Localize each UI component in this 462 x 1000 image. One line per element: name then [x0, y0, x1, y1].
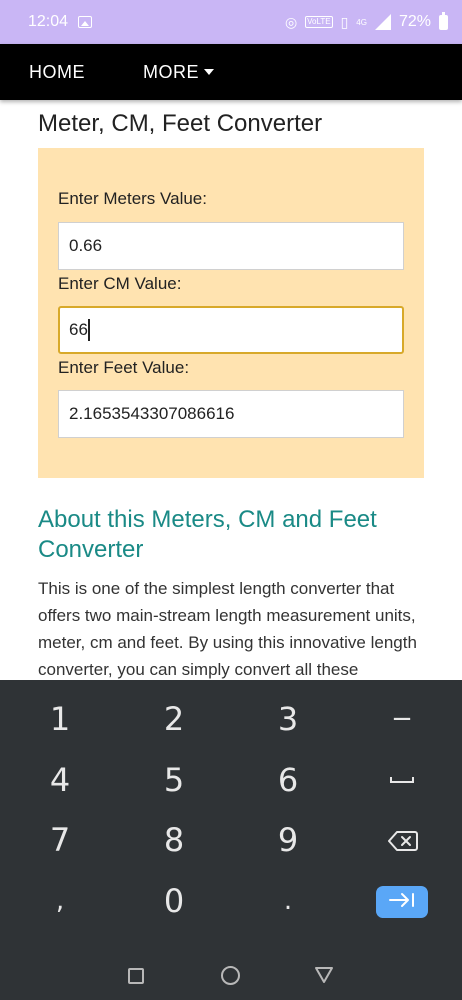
numeric-keyboard: [0, 680, 462, 1000]
status-time: 12:04: [28, 13, 69, 30]
backspace-icon: [388, 830, 416, 850]
key-3[interactable]: 3: [277, 700, 299, 738]
key-minus[interactable]: −: [391, 704, 413, 734]
feet-label: Enter Feet Value:: [58, 358, 190, 377]
tab-next-icon: [389, 891, 415, 914]
key-1[interactable]: 1: [49, 700, 71, 738]
key-backspace[interactable]: [362, 815, 442, 865]
cm-input[interactable]: [58, 306, 404, 354]
space-icon: [390, 777, 414, 783]
key-period[interactable]: .: [283, 886, 293, 916]
status-bar: [0, 0, 462, 44]
top-nav: [0, 44, 462, 100]
key-9[interactable]: 9: [277, 821, 299, 859]
vibrate-icon: ▯: [340, 13, 349, 30]
key-6[interactable]: 6: [277, 761, 299, 799]
about-heading: About this Meters, CM and Feet Converter: [38, 506, 377, 563]
recent-apps-icon[interactable]: [128, 968, 144, 984]
key-space[interactable]: [362, 755, 442, 805]
key-5[interactable]: 5: [163, 761, 185, 799]
gallery-notification-icon: [78, 16, 92, 28]
next-field-button[interactable]: [376, 886, 428, 918]
nav-more-label: MORE: [143, 61, 199, 82]
network-type: 4G: [356, 17, 367, 27]
hotspot-icon: ◎: [284, 13, 298, 30]
key-2[interactable]: 2: [163, 700, 185, 738]
volte-badge: VoLTE: [307, 17, 331, 26]
key-4[interactable]: 4: [49, 761, 71, 799]
meters-input[interactable]: [58, 222, 404, 270]
signal-icon: [375, 14, 391, 30]
converter-form: [38, 148, 424, 478]
key-8[interactable]: 8: [163, 821, 185, 859]
system-nav-bar: [0, 948, 462, 1000]
nav-home-link[interactable]: HOME: [29, 61, 85, 82]
caret-down-icon: [204, 69, 214, 75]
cm-label: Enter CM Value:: [58, 274, 182, 293]
home-circle-icon[interactable]: [221, 966, 240, 985]
battery-icon: [439, 15, 448, 30]
meters-label: Enter Meters Value:: [58, 189, 207, 208]
back-triangle-icon[interactable]: [314, 966, 334, 989]
battery-percent: 72%: [398, 13, 431, 30]
status-icons: [285, 13, 448, 31]
page-title: Meter, CM, Feet Converter: [38, 110, 323, 137]
key-7[interactable]: 7: [49, 821, 71, 859]
nav-more-dropdown[interactable]: [143, 62, 214, 83]
key-0[interactable]: 0: [163, 882, 185, 920]
about-paragraph: This is one of the simplest length converter that offers two main-stream length measurement units, meter, cm and feet. By using this innovative length converter, you can simply convert all these: [38, 579, 417, 679]
key-comma[interactable]: ,: [55, 886, 65, 916]
feet-input[interactable]: [58, 390, 404, 438]
